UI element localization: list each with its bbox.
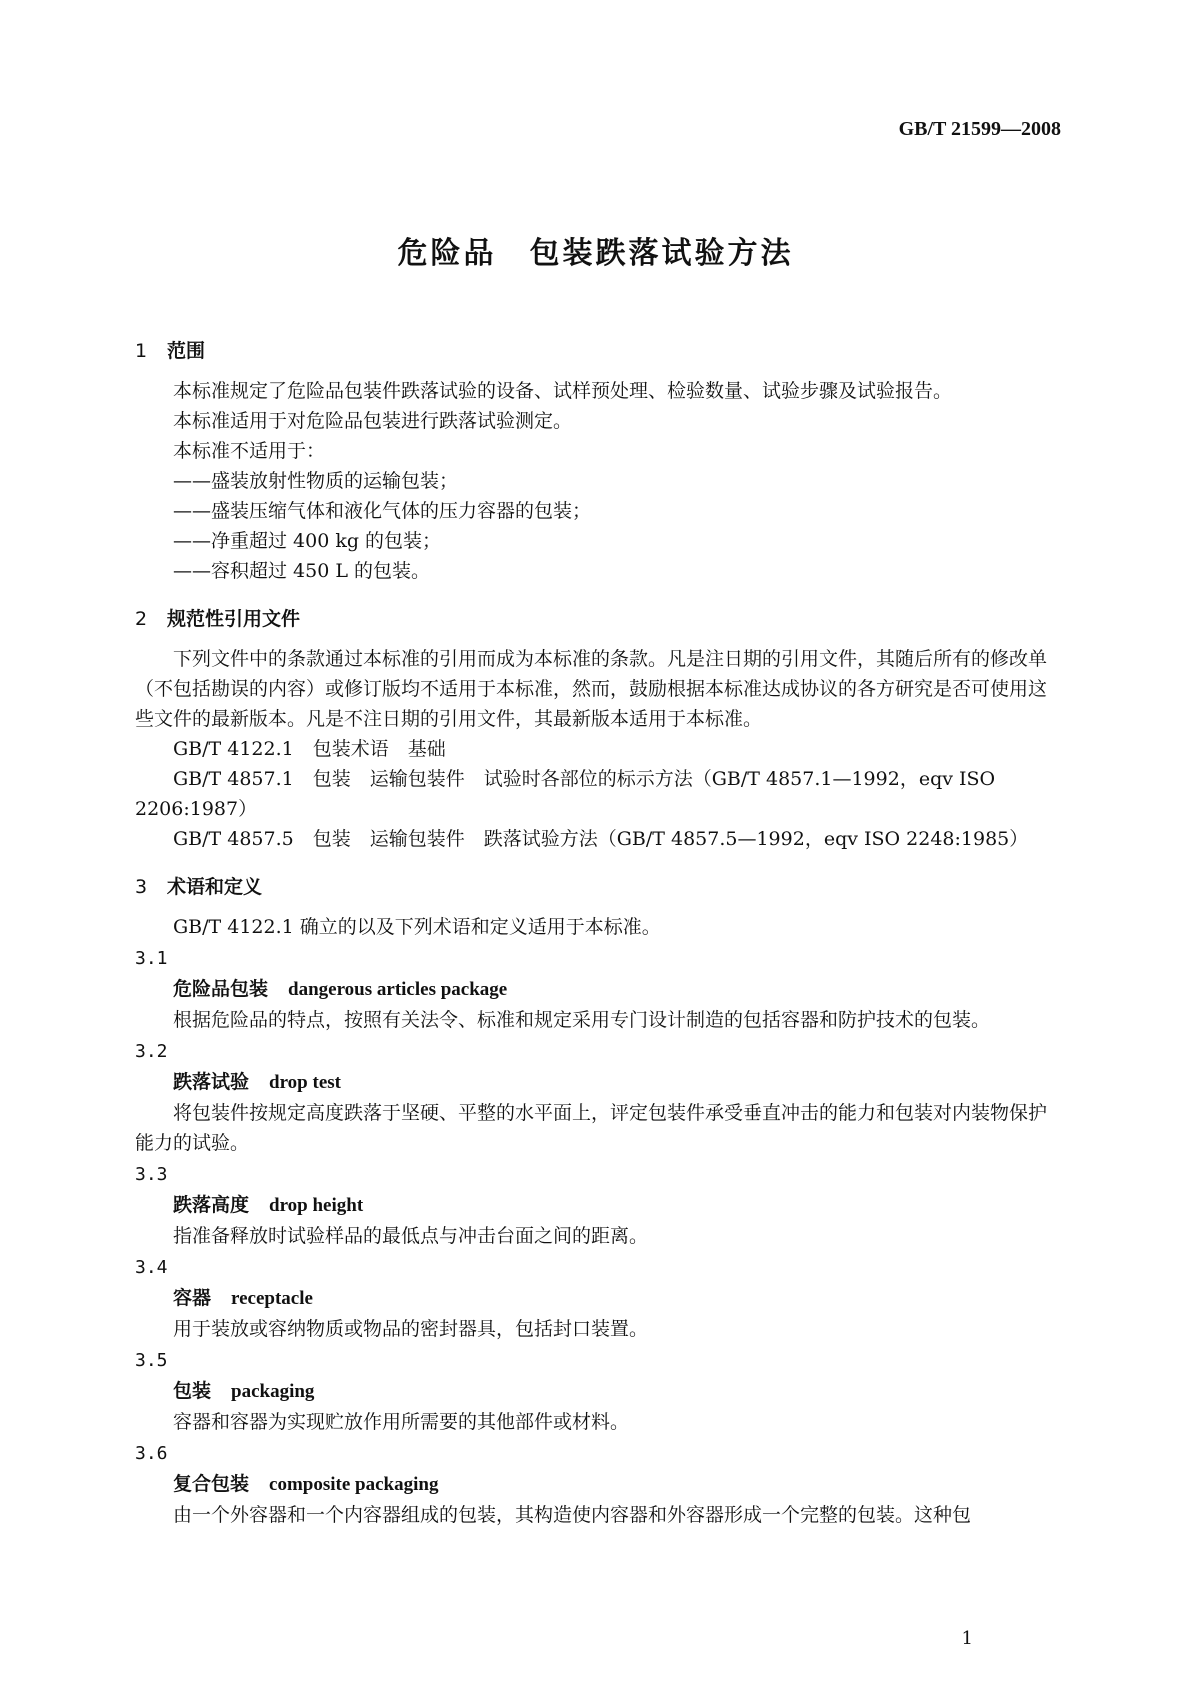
term-definition: 将包装件按规定高度跌落于坚硬、平整的水平面上，评定包装件承受垂直冲击的能力和包装对内装物保护能力的试验。 bbox=[135, 1102, 1048, 1154]
section-number: 1 bbox=[135, 340, 148, 362]
reference-item: GB/T 4857.1 包装 运输包装件 试验时各部位的标示方法（GB/T 4857.1—1992，eqv ISO 2206:1987） bbox=[135, 768, 996, 820]
section-title: 规范性引用文件 bbox=[167, 608, 301, 630]
term-heading bbox=[135, 1190, 1055, 1221]
paragraph: 本标准不适用于： bbox=[173, 440, 326, 462]
section-number: 3 bbox=[135, 876, 148, 898]
term-en: drop height bbox=[269, 1195, 364, 1216]
paragraph: 本标准适用于对危险品包装进行跌落试验测定。 bbox=[173, 410, 573, 432]
term-3-5 bbox=[135, 1346, 1055, 1437]
term-zh: 跌落试验 bbox=[173, 1071, 250, 1093]
section-number: 2 bbox=[135, 608, 148, 630]
term-heading bbox=[135, 1376, 1055, 1407]
term-3-6 bbox=[135, 1439, 1055, 1530]
term-definition: 容器和容器为实现贮放作用所需要的其他部件或材料。 bbox=[173, 1411, 630, 1433]
clause-number: 3.5 bbox=[135, 1350, 168, 1371]
section-3-heading bbox=[135, 872, 1055, 902]
clause-number: 3.2 bbox=[135, 1041, 168, 1062]
clause-number: 3.3 bbox=[135, 1164, 168, 1185]
term-zh: 跌落高度 bbox=[173, 1194, 250, 1216]
term-3-4 bbox=[135, 1253, 1055, 1344]
term-definition: 根据危险品的特点，按照有关法令、标准和规定采用专门设计制造的包括容器和防护技术的包装。 bbox=[173, 1009, 991, 1031]
reference-item: GB/T 4122.1 包装术语 基础 bbox=[173, 738, 446, 760]
term-3-2 bbox=[135, 1037, 1055, 1158]
document-title: 危险品 包装跌落试验方法 bbox=[397, 236, 794, 271]
paragraph: GB/T 4122.1 确立的以及下列术语和定义适用于本标准。 bbox=[173, 916, 661, 938]
document-body bbox=[135, 330, 1055, 1530]
term-heading bbox=[135, 1283, 1055, 1314]
term-zh: 复合包装 bbox=[173, 1473, 250, 1495]
section-title: 范围 bbox=[167, 340, 206, 362]
standard-code: GB/T 21599—2008 bbox=[898, 118, 1061, 140]
paragraph: 下列文件中的条款通过本标准的引用而成为本标准的条款。凡是注日期的引用文件，其随后所有的修改单（不包括勘误的内容）或修订版均不适用于本标准，然而，鼓励根据本标准达成协议的各方研究是否可使用这些文件的最新版本。凡是不注日期的引用文件，其最新版本适用于本标准。 bbox=[135, 648, 1048, 730]
list-item: ——盛装压缩气体和液化气体的压力容器的包装； bbox=[173, 500, 592, 522]
list-item: ——容积超过 450 L 的包装。 bbox=[173, 560, 431, 582]
term-3-1 bbox=[135, 944, 1055, 1035]
term-en: receptacle bbox=[231, 1288, 313, 1309]
term-heading bbox=[135, 1067, 1055, 1098]
clause-number: 3.1 bbox=[135, 948, 168, 969]
clause-number: 3.4 bbox=[135, 1257, 168, 1278]
reference-item: GB/T 4857.5 包装 运输包装件 跌落试验方法（GB/T 4857.5—1992，eqv ISO 2248:1985） bbox=[173, 828, 1029, 850]
term-en: composite packaging bbox=[269, 1474, 439, 1495]
term-3-3 bbox=[135, 1160, 1055, 1251]
term-en: dangerous articles package bbox=[288, 979, 508, 1000]
section-2-heading bbox=[135, 604, 1055, 634]
section-title: 术语和定义 bbox=[167, 876, 263, 898]
term-zh: 危险品包装 bbox=[173, 978, 269, 1000]
page-number: 1 bbox=[961, 1628, 973, 1649]
term-en: packaging bbox=[231, 1381, 315, 1402]
term-heading bbox=[135, 1469, 1055, 1500]
term-definition: 由一个外容器和一个内容器组成的包装，其构造使内容器和外容器形成一个完整的包装。这种包 bbox=[173, 1504, 972, 1526]
term-definition: 指准备释放时试验样品的最低点与冲击台面之间的距离。 bbox=[173, 1225, 649, 1247]
term-definition: 用于装放或容纳物质或物品的密封器具，包括封口装置。 bbox=[173, 1318, 649, 1340]
clause-number: 3.6 bbox=[135, 1443, 168, 1464]
term-zh: 包装 bbox=[173, 1380, 212, 1402]
term-en: drop test bbox=[269, 1072, 341, 1093]
paragraph: 本标准规定了危险品包装件跌落试验的设备、试样预处理、检验数量、试验步骤及试验报告。 bbox=[173, 380, 953, 402]
section-1-heading bbox=[135, 336, 1055, 366]
list-item: ——净重超过 400 kg 的包装； bbox=[173, 530, 442, 552]
term-heading bbox=[135, 974, 1055, 1005]
list-item: ——盛装放射性物质的运输包装； bbox=[173, 470, 459, 492]
term-zh: 容器 bbox=[173, 1287, 212, 1309]
